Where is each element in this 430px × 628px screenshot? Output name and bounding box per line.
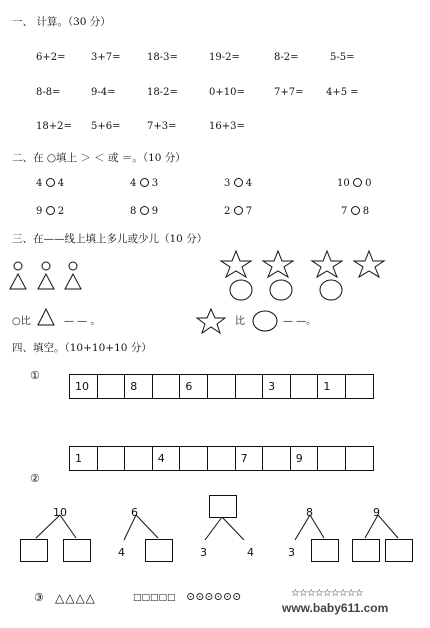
problem-2-5: 7+7=: [274, 87, 304, 98]
problem-1-2: 3+7=: [91, 52, 121, 63]
tree-4-right-box[interactable]: [311, 539, 339, 562]
grid2-cell: 7: [235, 447, 263, 471]
grid2-cell: 4: [152, 447, 180, 471]
problem-1-4: 19-2=: [209, 52, 240, 63]
problem-1-5: 8-2=: [274, 52, 299, 63]
compare-line-1-blanks: — — 。: [64, 316, 101, 327]
section-3-title: 三、在——线上填上多儿或少儿（10 分）: [12, 233, 208, 245]
grid1-cell: 1: [318, 375, 346, 399]
tree-4-top: 8: [306, 506, 313, 519]
tree-5-right-box[interactable]: [385, 539, 413, 562]
problem-1-3: 18-3=: [147, 52, 178, 63]
compare-2-4: 7 8: [341, 206, 370, 217]
grid2-cell: 9: [290, 447, 318, 471]
compare-1-3: 3 4: [224, 178, 253, 189]
problem-2-2: 9-4=: [91, 87, 116, 98]
compare-line-2-blanks: — —。: [283, 316, 317, 327]
compare-1-2: 4 3: [130, 178, 159, 189]
compare-2-1: 9 2: [36, 206, 65, 217]
tree-2-right-box[interactable]: [145, 539, 173, 562]
tree-5-top: 9: [373, 506, 380, 519]
grid2-cell: 1: [70, 447, 98, 471]
problem-1-1: 6+2=: [36, 52, 66, 63]
compare-1-1: 4 4: [36, 178, 65, 189]
problem-2-4: 0+10=: [209, 87, 245, 98]
problem-2-6: 4+5 =: [326, 87, 359, 98]
compare-line-2-mid: 比: [235, 316, 245, 327]
grid1-cell: 6: [180, 375, 208, 399]
tree-1-top: 10: [53, 506, 67, 519]
section-4-title: 四、填空。（10+10+10 分）: [12, 342, 152, 354]
problem-1-6: 5-5=: [330, 52, 355, 63]
square-group: □□□□□: [133, 593, 176, 603]
section-2-title: 二、在 ○填上 ＞ ＜ 或 ＝。（10 分）: [12, 152, 186, 164]
tree-3-left: 3: [200, 546, 207, 559]
question-1-label: ①: [30, 369, 40, 382]
tree-3-top-box[interactable]: [209, 495, 237, 518]
problem-2-1: 8-8=: [36, 87, 61, 98]
problem-3-1: 18+2=: [36, 121, 72, 132]
tree-2-left: 4: [118, 546, 125, 559]
question-3-label: ③: [34, 591, 44, 604]
problem-3-4: 16+3=: [209, 121, 245, 132]
problem-2-3: 18-2=: [147, 87, 178, 98]
grid1-cell: 10: [70, 375, 98, 399]
compare-1-4: 10 0: [337, 178, 372, 189]
tree-4-left: 3: [288, 546, 295, 559]
compare-2-3: 2 7: [224, 206, 253, 217]
tree-5-left-box[interactable]: [352, 539, 380, 562]
tree-3-right: 4: [247, 546, 254, 559]
question-2-label: ②: [30, 472, 40, 485]
section-1-title: 一、 计算。（30 分）: [12, 16, 111, 28]
tree-2-top: 6: [131, 506, 138, 519]
grid1-cell: 3: [263, 375, 291, 399]
dotted-circle-group: ⊙⊙⊙⊙⊙⊙: [186, 590, 242, 603]
problem-3-3: 7+3=: [147, 121, 177, 132]
grid1-cell: 8: [125, 375, 153, 399]
problem-3-2: 5+6=: [91, 121, 121, 132]
compare-2-2: 8 9: [130, 206, 159, 217]
star-group: ☆☆☆☆☆☆☆☆☆: [291, 588, 363, 599]
watermark: www.baby611.com: [282, 601, 389, 615]
tree-1-right-box[interactable]: [63, 539, 91, 562]
compare-line-1-prefix: ○比: [12, 316, 31, 327]
triangle-group: △△△△: [55, 591, 96, 605]
tree-1-left-box[interactable]: [20, 539, 48, 562]
